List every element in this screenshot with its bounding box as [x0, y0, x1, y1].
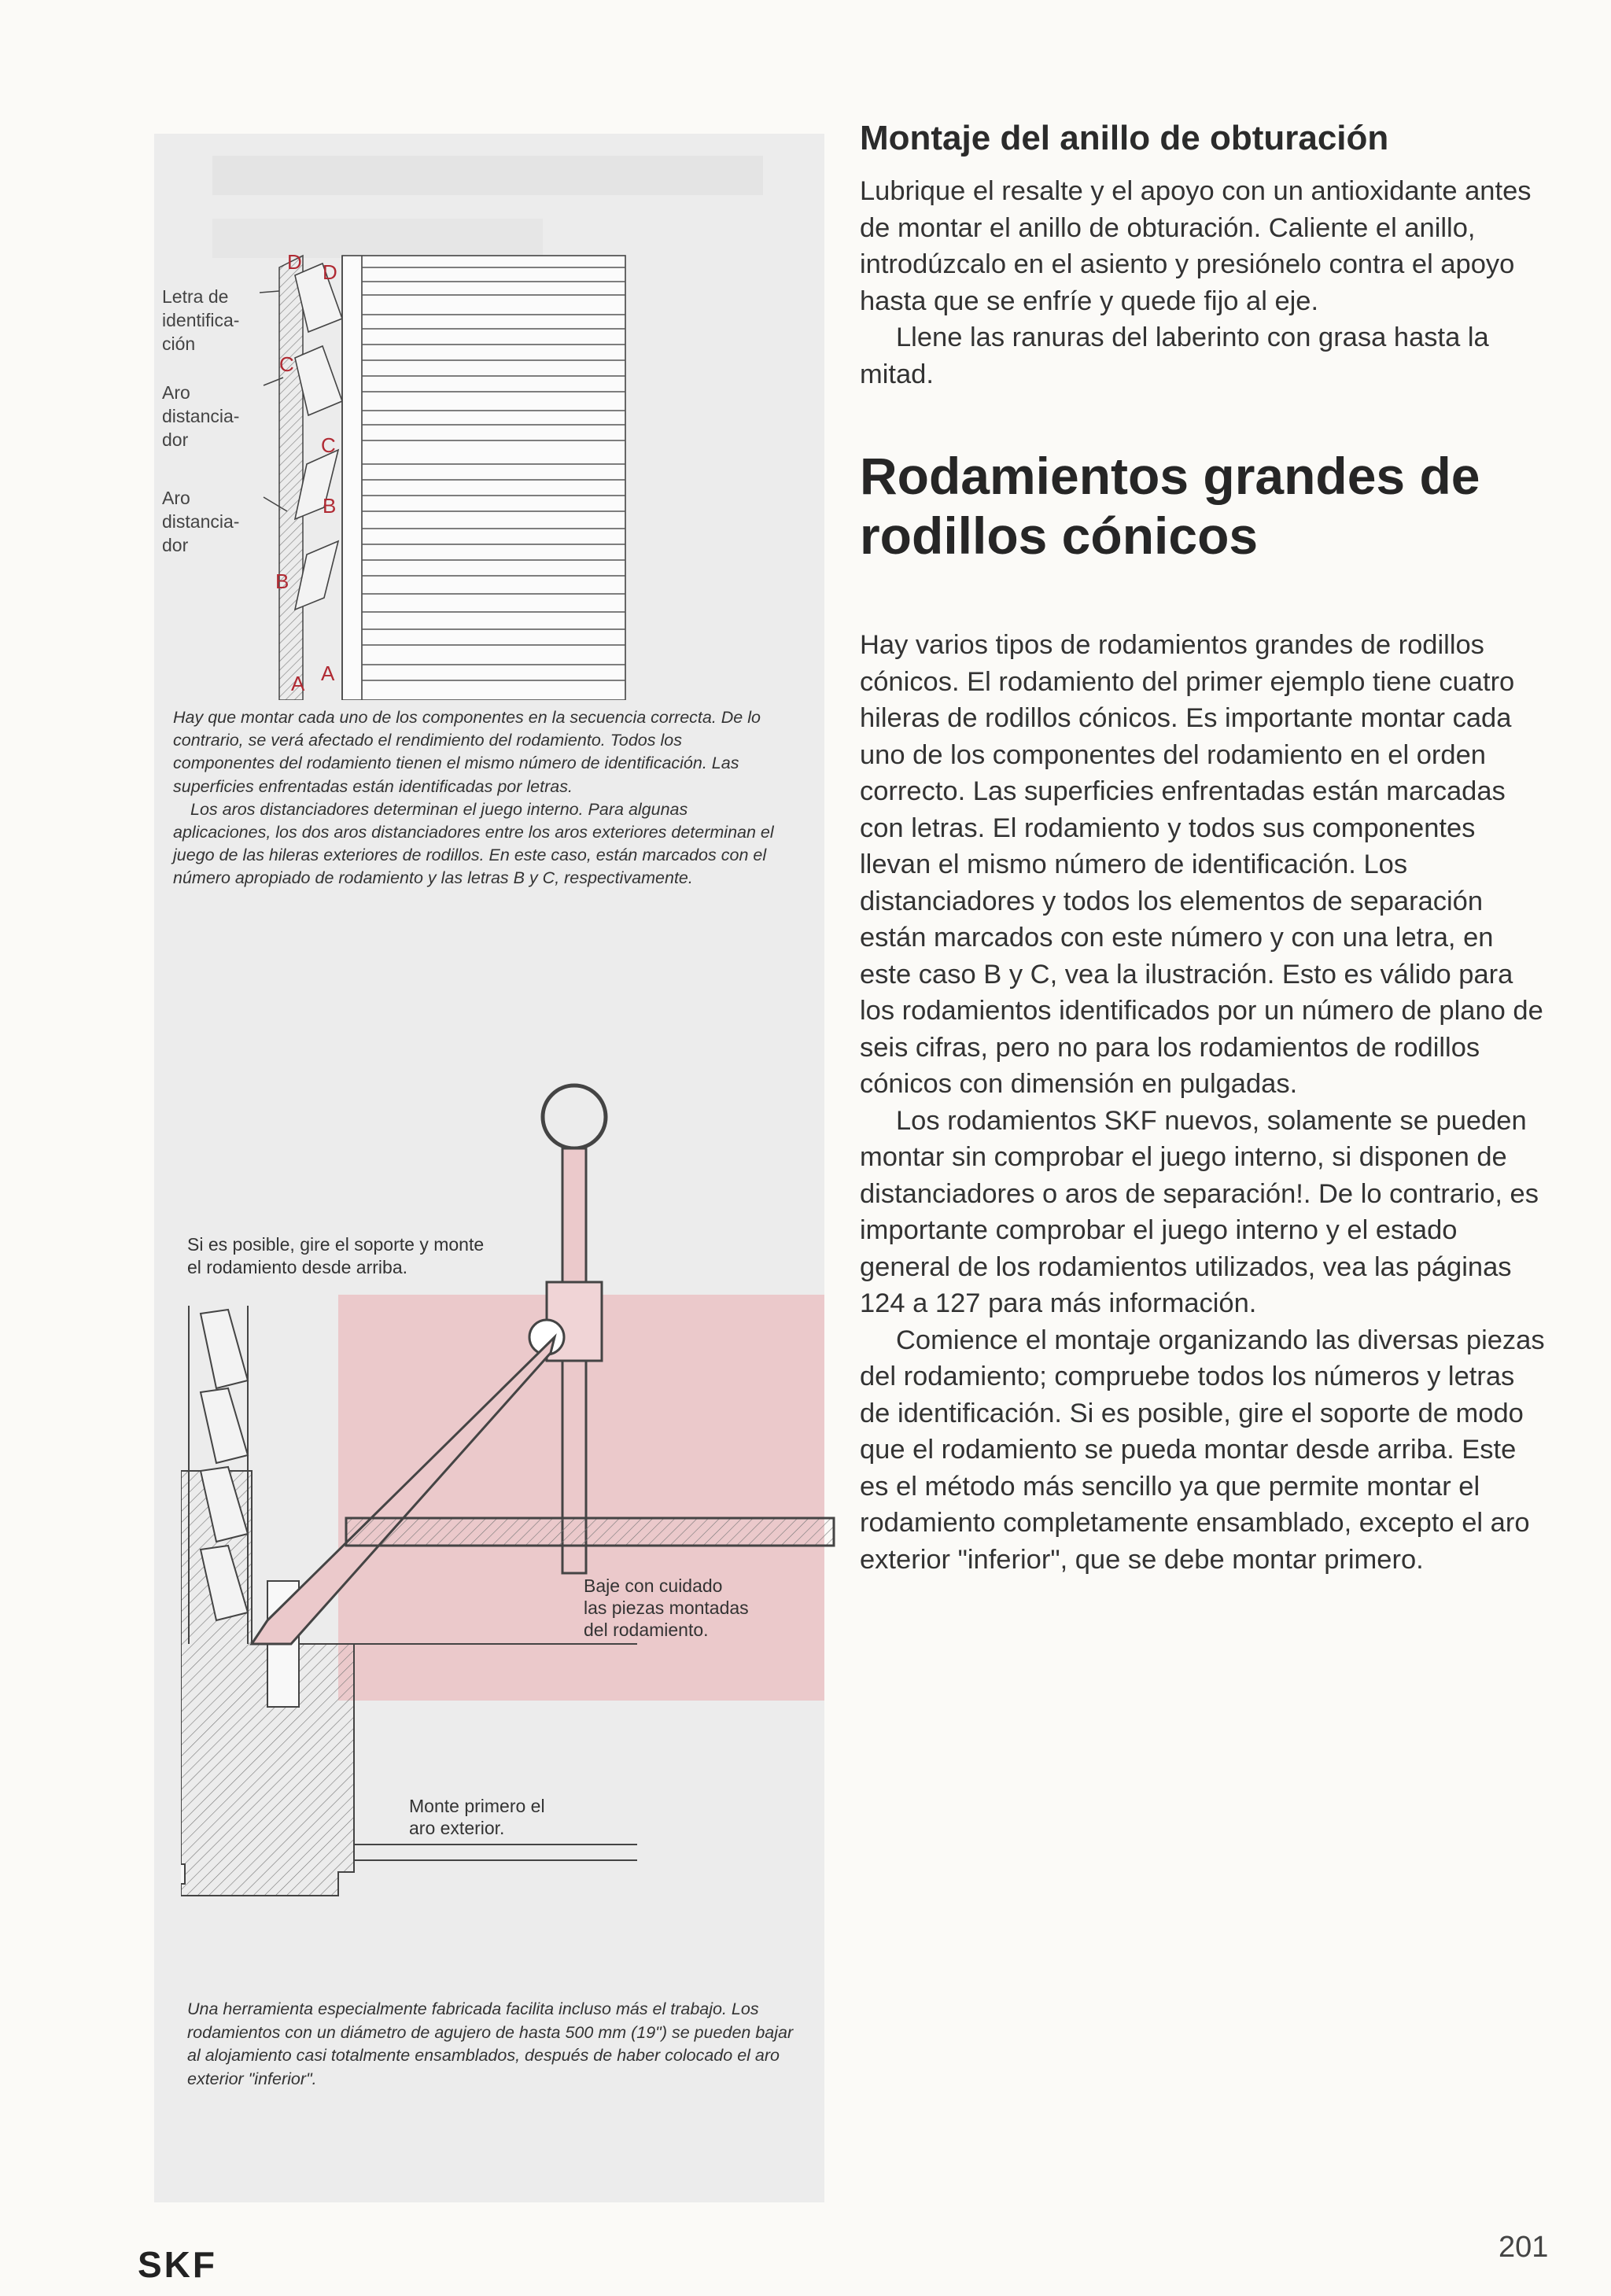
note-mount-outer-first: Monte primero el aro exterior. — [409, 1796, 545, 1838]
label-identification-letter: Letra de identifica- ción — [162, 286, 240, 354]
section2-paragraph-1: Hay varios tipos de rodamientos grandes de rodillos cónicos. El rodamiento del primer ejemplo tiene cuatro hileras de rodillos cónicos. Es importante montar cada uno de los componentes del rodamiento en el orden correcto. Las superficies enfrentadas están marcadas con letras. El rodamiento y todos sus componentes llevan el mismo número de identificación. Los distanciadores y todos los elementos de separación están marcados con este número y con una letra, en este caso B y C, vea la ilustración. Esto es válido para los rodamientos identificados por un número de plano de seis cifras, pero no para los rodamientos de rodillos cónicos con dimensión en pulgadas. — [860, 630, 1543, 1099]
letter-a-2: A — [321, 662, 335, 685]
section1-paragraph-2: Llene las ranuras del laberinto con grasa hasta la mitad. — [860, 322, 1489, 389]
lifting-tool — [252, 1085, 834, 1644]
outer-rings — [279, 256, 303, 700]
note-lower-carefully: Baje con cuidado las piezas montadas del rodamiento. — [584, 1576, 749, 1640]
letter-c-1: C — [279, 352, 294, 376]
letter-b-1: B — [323, 494, 337, 518]
figure1-caption-p1: Hay que montar cada uno de los componentes en la secuencia correcta. De lo contrario, se verá afectado el rendimiento del rodamiento. Todos los componentes del rodamiento tienen el mismo número de identificación. Las superficies enfrentadas están identificadas por letras. — [173, 708, 761, 796]
section1-heading: Montaje del anillo de obturación — [860, 119, 1389, 157]
figure2-caption: Una herramienta especialmente fabricada facilita incluso más el trabajo. Los rodamientos con un diámetro de agujero de hasta 500 mm (19") se pueden bajar al alojamiento casi totalmente ensamblados, después de haber colocado el aro exterior "inferior". — [187, 1999, 794, 2088]
letter-a-1: A — [291, 672, 305, 695]
section2-heading: Rodamientos grandes de rodillos cónicos — [860, 447, 1480, 565]
section1-paragraph-1: Lubrique el resalte y el apoyo con un antioxidante antes de montar el anillo de obturación. Caliente el anillo, introdúzcalo en el asiento y presiónelo contra el apoyo hasta que se enfríe y quede fijo al eje. — [860, 176, 1532, 316]
letter-c-2: C — [321, 433, 336, 457]
letter-d-2: D — [323, 260, 337, 284]
shaft-and-inner-rings — [342, 256, 625, 700]
bearing-cross-section-diagram — [260, 236, 684, 700]
section2-paragraph-2: Los rodamientos SKF nuevos, solamente se pueden montar sin comprobar el juego interno, si disponen de distanciadores o aros de separación!. De lo contrario, es importante comprobar el juego interno y el estado general de los rodamientos utilizados, vea las páginas 124 a 127 para más información. — [860, 1105, 1539, 1318]
letter-d-1: D — [287, 250, 302, 274]
letter-b-2: B — [275, 569, 289, 593]
skf-logo: SKF — [138, 2244, 217, 2285]
note-rotate-housing: Si es posible, gire el soporte y monte el rodamiento desde arriba. — [187, 1234, 485, 1277]
text-column — [860, 118, 1552, 1578]
figure1-caption-p2: Los aros distanciadores determinan el juego interno. Para algunas aplicaciones, los dos aros distanciadores entre los aros exteriores determinan el juego de las hileras exteriores de rodillos. En este caso, están marcados con el número apropiado de rodamiento y las letras B y C, respectivamente. — [173, 799, 774, 888]
label-spacer-ring-2: Aro distancia- dor — [162, 488, 240, 555]
figure1-caption — [173, 706, 779, 890]
label-spacer-ring-1: Aro distancia- dor — [162, 382, 240, 450]
page-number: 201 — [1499, 2231, 1549, 2264]
section2-paragraph-3: Comience el montaje organizando las diversas piezas del rodamiento; compruebe todos los números y letras de identificación. Si es posible, gire el soporte de modo que el rodamiento se pueda montar desde arriba. Este es el método más sencillo ya que permite montar el rodamiento completamente ensamblado, excepto el aro exterior "inferior", que se debe montar primero. — [860, 1325, 1545, 1575]
